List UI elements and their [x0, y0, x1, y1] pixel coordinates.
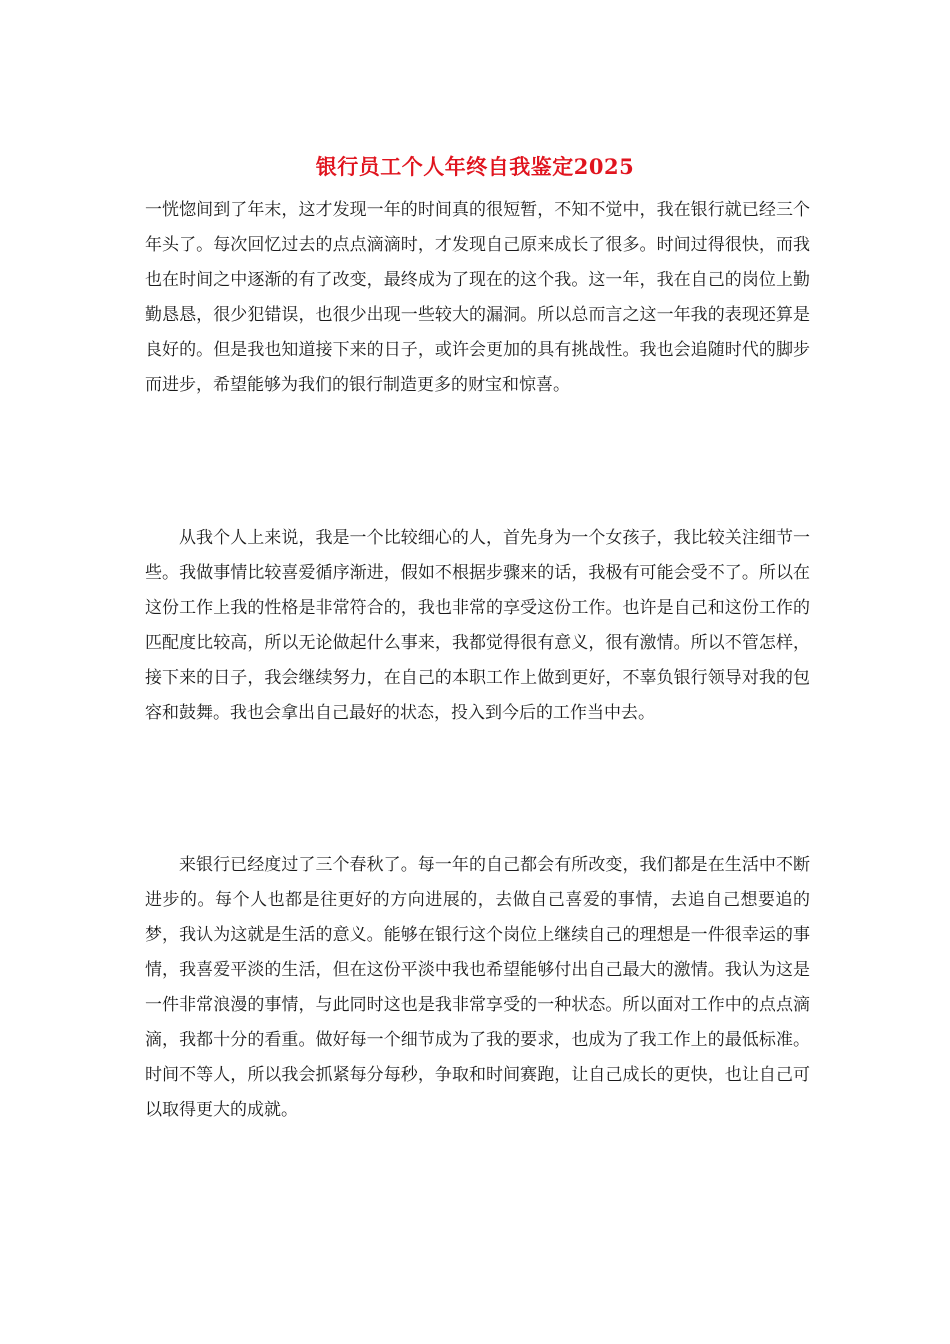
paragraph-2: 从我个人上来说，我是一个比较细心的人，首先身为一个女孩子，我比较关注细节一些。我做事情比较喜爱循序渐进，假如不根据步骤来的话，我极有可能会受不了。所以在这份工作上我的性格是非常符合的，我也非常的享受这份工作。也许是自己和这份工作的匹配度比较高，所以无论做起什么事来，我都觉得很有意义，很有激情。所以不管怎样，接下来的日子，我会继续努力，在自己的本职工作上做到更好，不辜负银行领导对我的包容和鼓舞。我也会拿出自己最好的状态，投入到今后的工作当中去。	[145, 528, 810, 723]
page-title: 银行员工个人年终自我鉴定2025	[315, 154, 635, 179]
paragraph-1: 一恍惚间到了年末，这才发现一年的时间真的很短暂，不知不觉中，我在银行就已经三个年头了。每次回忆过去的点点滴滴时，才发现自己原来成长了很多。时间过得很快，而我也在时间之中逐渐的有了改变，最终成为了现在的这个我。这一年，我在自己的岗位上勤勤恳恳，很少犯错误，也很少出现一些较大的漏洞。所以总而言之这一年我的表现还算是良好的。但是我也知道接下来的日子，或许会更加的具有挑战性。我也会追随时代的脚步而进步，希望能够为我们的银行制造更多的财宝和惊喜。	[145, 200, 810, 395]
paragraph-3: 来银行已经度过了三个春秋了。每一年的自己都会有所改变，我们都是在生活中不断进步的。每个人也都是往更好的方向进展的，去做自己喜爱的事情，去追自己想要追的梦，我认为这就是生活的意义。能够在银行这个岗位上继续自己的理想是一件很幸运的事情，我喜爱平淡的生活，但在这份平淡中我也希望能够付出自己最大的激情。我认为这是一件非常浪漫的事情，与此同时这也是我非常享受的一种状态。所以面对工作中的点点滴滴，我都十分的看重。做好每一个细节成为了我的要求，也成为了我工作上的最低标准。时间不等人，所以我会抓紧每分每秒，争取和时间赛跑，让自己成长的更快，也让自己可以取得更大的成就。	[145, 855, 810, 1120]
